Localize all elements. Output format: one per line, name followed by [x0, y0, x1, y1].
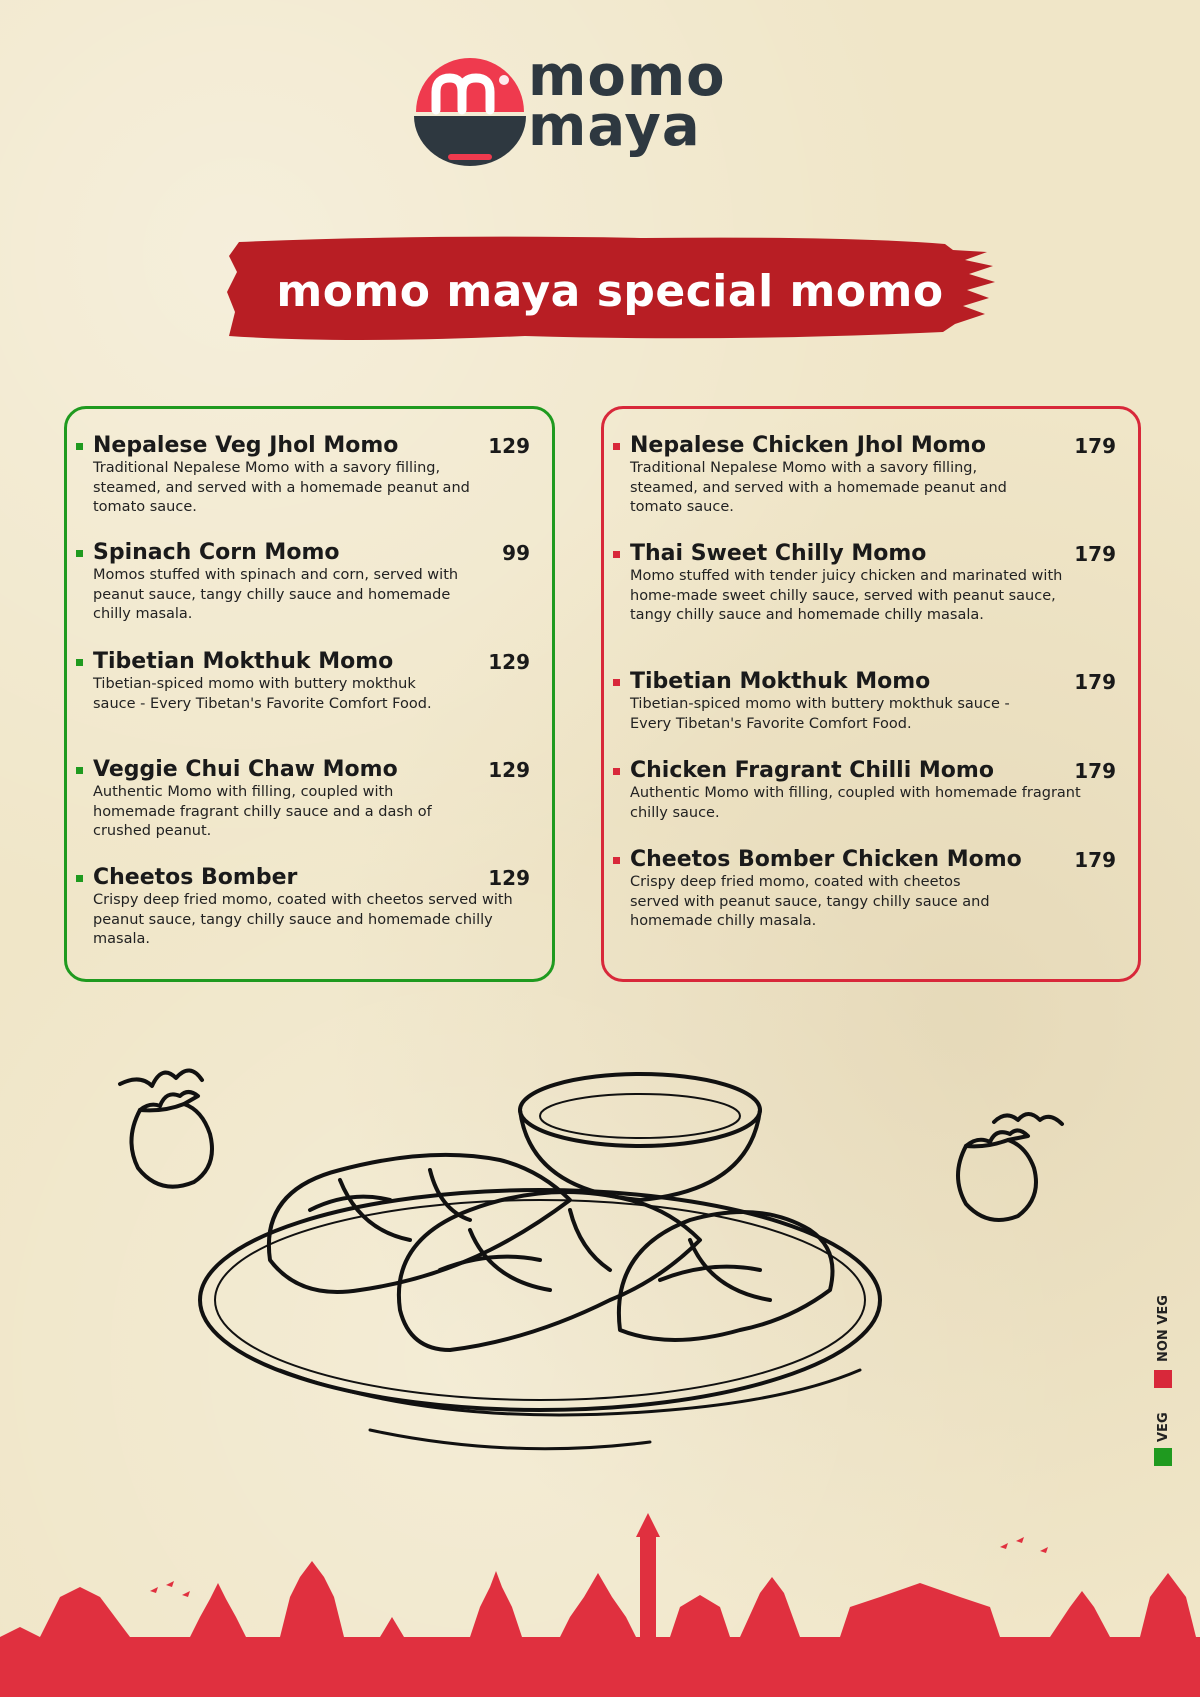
- veg-bullet-icon: [76, 443, 83, 450]
- veg-legend-label: VEG: [1156, 1412, 1171, 1442]
- brand-line2: maya: [528, 94, 701, 159]
- momo-plate-illustration: [110, 1050, 1070, 1480]
- brand-logo: [410, 44, 770, 170]
- steamed-momos-icon: [269, 1155, 833, 1350]
- item-name: Spinach Corn Momo: [93, 540, 340, 565]
- item-price: 99: [502, 541, 530, 565]
- menu-item: [630, 758, 1116, 823]
- menu-item: [630, 669, 1116, 734]
- veg-bullet-icon: [76, 767, 83, 774]
- nonveg-legend-swatch: [1154, 1370, 1172, 1388]
- item-price: 129: [488, 758, 530, 782]
- item-description: Traditional Nepalese Momo with a savory filling, steamed, and served with a homemade peanut and tomato sauce.: [93, 460, 470, 515]
- menu-item: [93, 433, 530, 518]
- item-name: Thai Sweet Chilly Momo: [630, 541, 927, 566]
- menu-item: [93, 865, 530, 950]
- brand-wordmark: [528, 44, 726, 159]
- item-name: Tibetian Mokthuk Momo: [93, 649, 394, 674]
- nonveg-menu-panel: [601, 406, 1141, 982]
- dipping-sauce-bowl-icon: [520, 1074, 760, 1200]
- momo-bowl-logo-icon: [410, 50, 530, 170]
- item-name: Chicken Fragrant Chilli Momo: [630, 758, 994, 783]
- dumpling-right-icon: [958, 1114, 1062, 1220]
- veg-bullet-icon: [76, 550, 83, 557]
- nonveg-legend-label: NON VEG: [1156, 1295, 1171, 1362]
- item-description: Momos stuffed with spinach and corn, served with peanut sauce, tangy chilly sauce and homemade chilly masala.: [93, 567, 459, 622]
- item-description: Authentic Momo with filling, coupled with homemade fragrant chilly sauce and a dash of crushed peanut.: [93, 784, 432, 839]
- veg-bullet-icon: [76, 659, 83, 666]
- item-price: 179: [1074, 759, 1116, 783]
- menu-item: [93, 757, 530, 842]
- item-description: Crispy deep fried momo, coated with cheetos served with peanut sauce, tangy chilly sauce and homemade chilly masala.: [93, 892, 513, 947]
- item-description: Crispy deep fried momo, coated with cheetos served with peanut sauce, tangy chilly sauce and homemade chilly masala.: [630, 874, 990, 929]
- item-description: Authentic Momo with filling, coupled with homemade fragrant chilly sauce.: [630, 785, 1081, 821]
- item-price: 129: [488, 650, 530, 674]
- veg-bullet-icon: [76, 875, 83, 882]
- nonveg-bullet-icon: [613, 857, 620, 864]
- menu-item: [630, 541, 1116, 626]
- menu-item: [630, 433, 1116, 518]
- veg-menu-panel: [64, 406, 555, 982]
- nonveg-bullet-icon: [613, 551, 620, 558]
- item-description: Tibetian-spiced momo with buttery mokthuk sauce - Every Tibetan's Favorite Comfort Food.: [93, 676, 432, 712]
- item-description: Momo stuffed with tender juicy chicken and marinated with home-made sweet chilly sauce, served with peanut sauce, tangy chilly sauce and homemade chilly masala.: [630, 568, 1063, 623]
- nonveg-bullet-icon: [613, 443, 620, 450]
- section-title: momo maya special momo: [276, 266, 944, 317]
- veg-legend-swatch: [1154, 1448, 1172, 1466]
- menu-item: [630, 847, 1116, 932]
- dumpling-left-icon: [120, 1070, 212, 1186]
- item-name: Cheetos Bomber Chicken Momo: [630, 847, 1022, 872]
- menu-item: [93, 540, 530, 625]
- brand-line1: momo: [528, 44, 726, 109]
- item-name: Tibetian Mokthuk Momo: [630, 669, 931, 694]
- nepal-skyline-illustration: [0, 1487, 1200, 1697]
- item-description: Traditional Nepalese Momo with a savory filling, steamed, and served with a homemade peanut and tomato sauce.: [630, 460, 1007, 515]
- item-name: Veggie Chui Chaw Momo: [93, 757, 398, 782]
- nonveg-bullet-icon: [613, 679, 620, 686]
- item-price: 129: [488, 866, 530, 890]
- item-description: Tibetian-spiced momo with buttery mokthuk sauce - Every Tibetan's Favorite Comfort Food.: [630, 696, 1010, 732]
- item-name: Nepalese Veg Jhol Momo: [93, 433, 399, 458]
- menu-item: [93, 649, 530, 714]
- item-price: 129: [488, 434, 530, 458]
- item-price: 179: [1074, 670, 1116, 694]
- section-banner: [225, 232, 995, 350]
- item-name: Nepalese Chicken Jhol Momo: [630, 433, 986, 458]
- item-price: 179: [1074, 848, 1116, 872]
- item-price: 179: [1074, 434, 1116, 458]
- item-price: 179: [1074, 542, 1116, 566]
- item-name: Cheetos Bomber: [93, 865, 298, 890]
- nonveg-bullet-icon: [613, 768, 620, 775]
